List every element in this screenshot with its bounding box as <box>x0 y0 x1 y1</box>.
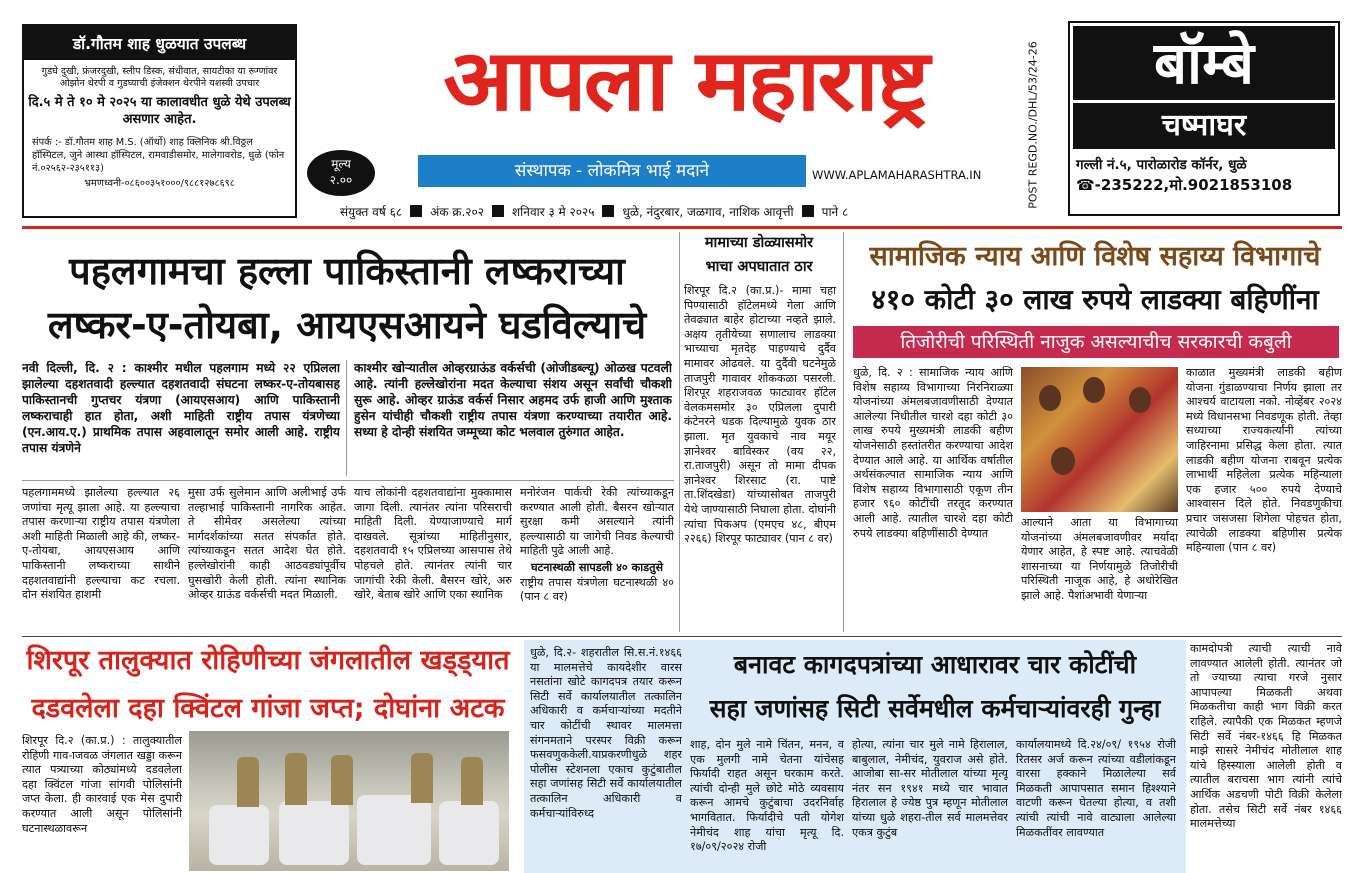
lead-headline-line2: लष्कर-ए-तोयबा, आयएसआयने घडविल्याचे <box>47 303 647 347</box>
photo-figure <box>411 753 433 803</box>
black-square-icon <box>802 205 814 217</box>
bottom-left-headline-line1: शिरपूर तालुक्यात रोहिणीच्या जंगलातील खड्ड्यात <box>26 645 510 676</box>
lead-column: पहलगाममध्ये झालेल्या हल्ल्यात २६ जणांचा मृत्यू झाला आहे. या हल्ल्याचा तपास करणाऱ्या राष्ट्रीय तपास यंत्रणेला अशी माहिती मिळाली आहे की, लष्कर-ए-तोयबा, आयएसआय आणि पाकिस्तानी लष्कराच्या साथीने दहशतवाद्यांनी हल्ल्याचा कट रचला. दोन संशयित हाशमी <box>22 486 180 602</box>
column-rule <box>346 360 347 476</box>
lead-intro-left: नवी दिल्ली, दि. २ : काश्मीर मधील पहलगाम मध्ये २२ एप्रिलला झालेल्या दहशतवादी हल्ल्यात दहशतवादी संघटना लष्कर-ए-तोयबासह पाकिस्तानची गुप्तचर यंत्रणा (आयएसआय) आणि पाकिस्तानी लष्कराचाही हात होता, अशी माहिती राष्ट्रीय तपास यंत्रणेच्या (एन.आय.ए.) प्राथमिक तपास अहवालातून समोर आली आहे. राष्ट्रीय तपास यंत्रणेने <box>22 361 340 455</box>
ad-contact: संपर्क :- डॉ.गौतम शाह M.S. (ऑर्थो) शाह क्लिनिक श्री.विठ्ठल हॉस्पिटल, जुने आस्था हॉस्पिटल, रामवाडीसमोर, मालेगावरोड, धुळे (फोन नं.०२५६२-२३५११३) <box>32 137 285 174</box>
right-column: धुळे, दि. २ : सामाजिक न्याय आणि विशेष सहाय्य विभागाच्या निरनिराळ्या योजनांच्या अंमलबजावणीसाठी देण्यात आलेल्या निधीतील चारशे दहा कोटी ३० लाख रुपये मुख्यमंत्री लाडकी बहीण योजनेसाठी हस्तांतरीत करण्याचा आदेश देण्यात आले आहे. या आर्थिक वर्षातील अर्थसंकल्पात सामाजिक न्याय आणि विशेष सहाय्य विभागासाठी एकूण तीन हजार ९६० कोटींची तरतूद करण्यात आली आहे. त्यातील चारशे दहा कोटी रुपये लाडक्या बहिणींसाठी देण्यात <box>853 366 1013 540</box>
column-rule <box>843 232 844 632</box>
founder-banner: संस्थापक - लोकमित्र भाई मदाने <box>418 155 806 187</box>
ad-title: डॉ.गौतम शाह धुळयात उपलब्ध <box>24 26 295 60</box>
dateline-edition: धुळे, नंदुरबार, जळगाव, नाशिक आवृत्ती <box>622 204 794 219</box>
right-subheadline: तिजोरीची परिस्थिती नाजुक असल्याचीच सरकारची कबुली <box>853 326 1339 358</box>
black-square-icon <box>492 205 504 217</box>
bottom-left-headline-line2: दडवलेला दहा क्विंटल गांजा जप्त; दोघांना अटक <box>31 693 505 724</box>
lead-column: मुसा उर्फ सुलेमान आणि अलीभाई उर्फ तल्हाभाई पाकिस्तानी नागरिक आहेत. ते सीमेवर असलेल्या त्यांच्या मार्गदर्शकांच्या सतत संपर्कात होते. त्यांच्याकडून सतत आदेश घेत होते. हल्लेखोरांनी काही आठवड्यांपूर्वीच घुसखोरी केली होती. त्यांना स्थानिक ओव्हर ग्राऊंड वर्कर्सची मदत मिळाली. <box>188 486 346 602</box>
dateline-pages: पाने ८ <box>821 204 849 219</box>
right-column: आल्याने आता या विभागाच्या योजनांच्या अंमलबजावणीवर मर्यादा येणार आहेत, हे स्पष्ट आहे. त्याचवेळी शासनाच्या या निर्णयामुळे तिजोरीची परिस्थिती नाजूक आहे, हे अधोरेखित झाले आहे. पैशांअभावी येणाऱ्या <box>1021 516 1178 602</box>
dateline-year: संयुक्त वर्ष ६८ <box>340 204 403 219</box>
photo-figure <box>1129 387 1151 413</box>
lead-column <box>520 486 674 632</box>
header-divider <box>22 226 1342 229</box>
lead-column: याच लोकांनी दहशतवाद्यांना मुक्कामास जागा दिली. त्यानंतर त्यांना परिसराची माहिती दिली. येण्याजाण्याचे मार्ग दाखवले. सूत्रांच्या माहितीनुसार, दहशतवादी १५ एप्रिलच्या आसपास तेथे पोहचले होते. त्यानंतर त्यांनी चार जागांची रेकी केली. बैसरन खोरे, अरु खोरे, बेताब खोरे आणि एका स्थानिक <box>354 486 512 602</box>
shop-phone: ☎-235222,मो.9021853108 <box>1076 176 1293 194</box>
shop-address: गल्ली नं.५, पारोळारोड कॉर्नर, धुळे <box>1076 157 1247 173</box>
photo-figure <box>331 755 353 805</box>
dateline <box>340 201 1030 221</box>
bottom-left-body: शिरपूर दि.२ (का.प्र.) : तालुक्यातील रोहिणी गाव-ाजवळ जंगलात खड्डा करून त्यात पत्र्याच्या कोठ्यांमध्ये दडवलेला दहा क्विंटल गांजा सांगवी पोलिसांनी जप्त केला. ही कारवाई एक मेस दुपारी करण्यात आली असून पोलिसांनी घटनास्थळावरून <box>22 734 182 835</box>
middle-headline-line2: भाचा अपघातात ठार <box>705 259 813 275</box>
fraud-column: धुळे, दि.२- शहरातील सि.स.नं.१४६६ या मालमत्तेचे कायदेशीर वारस नसतांना खोटे कागदपत्र तयार करून सिटी सर्वे कार्यालयातील तत्कालिन अधिकारी व कर्मचाऱ्यांच्या मदतीने चार कोटींची स्थावर मालमत्ता संगनमताने परस्पर विक्री करून फसवणुककेली.याप्रकरणीधुळे शहर पोलीस स्टेशनला एकाच कुटुंबातील सहा जणांसह सिटी सर्वे कार्यालयातील तत्कालिन अधिकारी व कर्मचाऱ्यांविरुध्द <box>530 646 682 820</box>
postal-registration-text: POST REGD.NO./DHL/53/24-26 <box>1026 41 1040 209</box>
column-rule <box>679 232 680 632</box>
website-link[interactable]: WWW.APLAMAHARASHTRA.IN <box>812 168 982 182</box>
middle-headline-line1: मामाच्या डोळ्यासमोर <box>704 235 814 251</box>
price-value: २.०० <box>329 173 353 187</box>
fraud-column: कामदोपत्री त्याची त्याची नावे लावण्यात आलेली होती. त्यानंतर जो तो ज्याच्या त्याचा गरजे नुसार आपापल्या मिळकती अथवा मिळकतीचा काही भाग विक्री करत राहिले. त्यापैकी एक मिळकत म्हणजे सिटी सर्वे नंबर-१४६६ हि मिळकत माझे सासरे नेमीचंद मोतीलाल शाह यांचे हिस्स्याला आलेली होती व त्यातील बराचसा भाग त्यांनी त्यांचे आर्थिक अडचणी पोटी विक्री केलेला होता. तसेच सिटी सर्वे नंबर १४६६ मालमत्तेच्या <box>1190 642 1342 831</box>
ad-line: गुडघे दुखी, फ्रंजरदुखी, स्लीप डिस्क, संधीवात, सायटीका या रूग्णांवर ओझोन थेरपी व गुडघ्याची इंजेक्शन थेरपीने यशस्वी उपचार <box>41 66 278 89</box>
section-rule <box>22 636 1342 637</box>
lead-column-end: राष्ट्रीय तपास यंत्रणेला घटनास्थळी ४० (पान ८ वर) <box>520 575 674 604</box>
price-badge <box>307 150 375 196</box>
fraud-column: कार्यालयामध्ये दि.२४/०९/ १९५४ रोजी रितसर अर्ज करून त्यांच्या वडीलांकडून वारसा हक्काने मिळालेल्या सर्व मिळकती आपापसात समान हिश्श्याने वाटणी करून घेतल्या होत्या, व तशी त्यांची त्यांची नावे वाट्याला आलेल्या मिळकतींवर लावण्यात <box>1016 738 1176 839</box>
black-square-icon <box>602 205 614 217</box>
photo-figure <box>1039 385 1061 411</box>
photo-bag <box>279 801 349 865</box>
photo-figure <box>461 757 483 805</box>
photo-figure <box>285 753 307 805</box>
right-column: काळात मुख्यमंत्री लाडकी बहीण योजना गुंडाळण्याचा निर्णय झाला तर आश्चर्य वाटायला नको. नोव्हेंबर २०२४ मध्ये विधानसभा निवडणूक होती. तेव्हा सध्याच्या राज्यकर्त्यांनी त्यांच्या जाहिरनामा प्रसिद्ध केला होता. त्यात लाडकी बहीण योजना राबवून प्रत्येक लाभार्थी महिलेला प्रत्येक महिन्याला एक हजार ५०० रुपये देण्याचे आश्वासन दिले होते. निवडणुकीचा प्रचार जसजसा शिगेला पोहचत होता, त्याचेळी लाडक्या बहिणीस प्रत्येक महिन्याला (पान ८ वर) <box>1186 366 1342 555</box>
photo-figure <box>237 757 259 807</box>
photo-bag <box>439 801 499 865</box>
price-label: मूल्य <box>331 157 351 171</box>
ad-phone: भ्रमणध्वनी-०८६००३५१०००/९८८१२७८६९८ <box>84 178 235 189</box>
middle-article-body: शिरपूर दि.२ (का.प्र.)- मामा चहा पिण्यासाठी हॉटेलमध्ये गेला आणि तेवढ्यात बाहेर होटाच्या नव्हते झाले. अक्षय तृतीयेच्या सणालाच लाडक्या भाच्याचा मृतदेह पाहण्याचे दुर्दैव मामावर ओढवले. या दुर्दैवी घटनेमुळे ताजपुरी गावावर शोककळा पसरली. शिरपूर शहराजवळ फाट्यावर हॉटेल वेलकमसमोर ३० एप्रिलला दुपारी कंटेनरने धडक दिल्यामुळे युवक ठार झाला. मृत युवकाचे नाव मयूर ज्ञानेश्वर बाविस्कर (वय २२, रा.ताजपुरी) असून तो मामा दीपक ज्ञानेश्वर शिरसाट (रा. पाष्टे ता.शिंदखेडा) यांच्यासोबत ताजपुरी येथे जाण्यासाठी निघाला होता. दोघांनी त्यांचा पिकअप (एमएच ४८, बीएम २२६६) शिरपूर फाट्यावर (पान ८ वर) <box>684 284 836 546</box>
masthead-title: आपला महाराष्ट्र <box>443 31 927 130</box>
photo-figure <box>1083 377 1105 403</box>
lead-headline-line1: पहलगामचा हल्ला पाकिस्तानी लष्कराच्या <box>69 249 625 293</box>
shop-name: बॉम्बे <box>1073 26 1335 100</box>
right-headline-line1: सामाजिक न्याय आणि विशेष सहाय्य विभागाचे <box>869 241 1321 272</box>
fraud-headline-line1: बनावट कागदपत्रांच्या आधारावर चार कोटींची <box>733 650 1137 679</box>
right-headline-line2: ४१० कोटी ३० लाख रुपये लाडक्या बहिणींना <box>871 283 1319 316</box>
police-seizure-photo <box>189 731 509 871</box>
fraud-column: होत्या, त्यांना चार मुले नामे हिरालाल, बाबुलाल, नेमीचंद, युवराज असे होते. आजोबा सा-सर मोतीलाल यांच्या मृत्यू नंतर सन १९४१ मध्ये चार भावात हिरालाल हे ज्येष्ठ पुत्र म्हणून मोतीलाल यांच्या धुळे शहरा-तील सर्व मालमत्तेवर एकत्र कुटुंब <box>852 738 1008 839</box>
postal-registration <box>1020 30 1046 220</box>
lead-column-text: मनोरंजन पार्कची रेकी त्यांच्याकडून करण्यात आली होती. बैसरन खोऱ्यात सुरक्षा कमी असल्याने त्यांनी हल्ल्यासाठी या जागेची निवड केल्याची माहिती पुढे आली आहे. <box>520 486 674 558</box>
dateline-date: शनिवार ३ मे २०२५ <box>512 204 595 219</box>
fraud-column: शाह, दोन मुले नामे चिंतन, मनन, व एक मुलगी नामे चेतना यांचेसह फिर्यादी राहत असून घरकाम करते. त्यांची दोन्ही मुले छोटे मोठे व्यवसाय करून आमचे कुटुंबाचा उदरनिर्वाह भागवितात. फिर्यादीचे पती योगेश नेमीचंद शाह यांचा मृत्यू दि. १७/०९/२०२४ रोजी <box>690 738 844 854</box>
opticians-advertisement <box>1068 21 1340 216</box>
photo-figure <box>1051 447 1075 475</box>
women-beneficiaries-photo <box>1021 367 1178 512</box>
fraud-headline-line2: सहा जणांसह सिटी सर्वेमधील कर्मचाऱ्यांवरही गुन्हा <box>709 694 1161 723</box>
ad-dates: दि.५ मे ते १० मे २०२५ या कालावधीत धुळे येथे उपलब्ध असणार आहेत. <box>28 95 291 127</box>
dateline-issue: अंक क्र.२०२ <box>430 204 485 219</box>
photo-bag <box>357 795 431 865</box>
lead-subheading: घटनास्थळी सापडली ४० काडतुसे <box>530 560 664 574</box>
black-square-icon <box>410 205 422 217</box>
section-rule <box>22 480 674 481</box>
lead-intro-right: काश्मीर खोऱ्यातील ओव्हरग्राऊंड वर्कर्सची (ओजीडब्ल्यू) ओळख पटवली आहे. त्यांनी हल्लेखोरांना मदत केल्याचा संशय असून सर्वांची चौकशी सुरू आहे. ओव्हर ग्राऊंड वर्कर्स निसार अहमद उर्फ हाजी आणि मुश्ताक हुसेन यांचीही चौकशी राष्ट्रीय तपास यंत्रणा करण्याच्या तयारीत आहे. सध्या हे दोन्ही संशयित जम्मूच्या कोट भलवाल तुरुंगात आहेत. <box>354 361 672 439</box>
doctor-advertisement <box>22 24 297 218</box>
photo-bag <box>209 805 269 865</box>
shop-subtitle: चष्माघर <box>1073 103 1335 149</box>
